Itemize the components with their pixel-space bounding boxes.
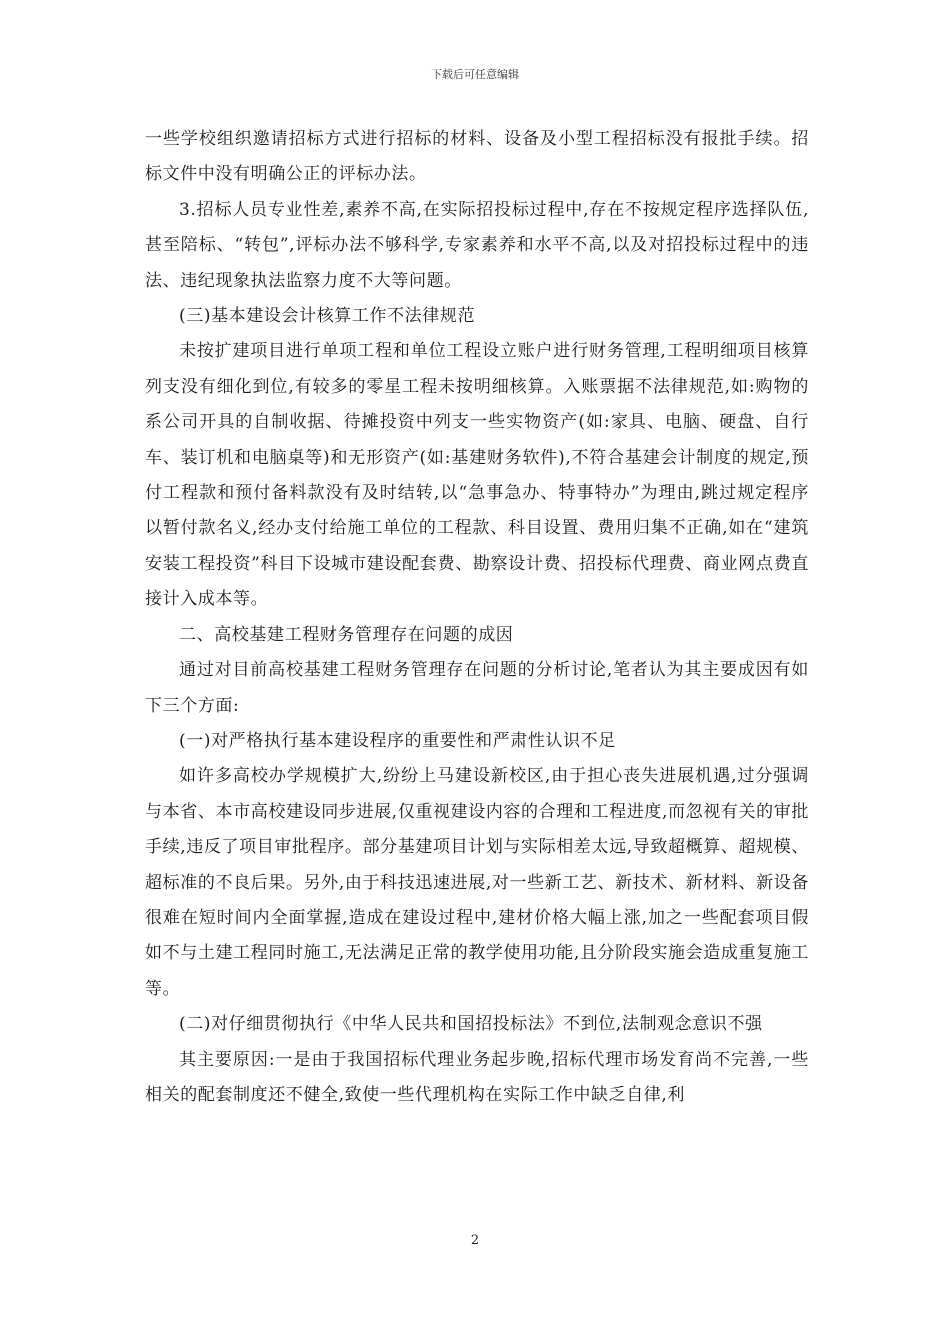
paragraph-6: 通过对目前高校基建工程财务管理存在问题的分析讨论,笔者认为其主要成因有如下三个方面:: [145, 660, 809, 716]
paragraph-2: 3.招标人员专业性差,素养不高,在实际招投标过程中,存在不按规定程序选择队伍,甚至陪标、“转包”,评标办法不够科学,专家素养和水平不高,以及对招投标过程中的违法、违纪现象执法监察力度不大等问题。: [145, 199, 809, 291]
paragraph-4: 未按扩建项目进行单项工程和单位工程设立账户进行财务管理,工程明细项目核算列支没有细化到位,有较多的零星工程未按明细核算。入账票据不法律规范,如:购物的系公司开具的自制收据、待摊投资中列支一些实物资产(如:家具、电脑、硬盘、自行车、装订机和电脑桌等)和无形资产(如:基建财务软件),不符合基建会计制度的规定,预付工程款和预付备料款没有及时结转,以“急事急办、特事特办”为理由,跳过规定程序以暂付款名义,经办支付给施工单位的工程款、科目设置、费用归集不正确,如在“建筑安装工程投资”科目下设城市建设配套费、勘察设计费、招投标代理费、商业网点费直接计入成本等。: [145, 341, 809, 610]
document-body: [145, 122, 809, 1113]
subsection-heading-1: (一)对严格执行基本建设程序的重要性和严肃性认识不足: [179, 730, 616, 751]
page-header: 下载后可任意编辑: [431, 68, 519, 81]
section-heading-3: (三)基本建设会计核算工作不法律规范: [179, 306, 476, 327]
subsection-heading-2: (二)对仔细贯彻执行《中华人民共和国招投标法》不到位,法制观念意识不强: [179, 1014, 763, 1035]
paragraph-10: 其主要原因:一是由于我国招标代理业务起步晚,招标代理市场发育尚不完善,一些相关的配套制度还不健全,致使一些代理机构在实际工作中缺乏自律,利: [145, 1049, 809, 1105]
page-number: 2: [470, 1233, 480, 1248]
paragraph-1: 一些学校组织邀请招标方式进行招标的材料、设备及小型工程招标没有报批手续。招标文件中没有明确公正的评标办法。: [145, 129, 809, 185]
section-heading-2: 二、高校基建工程财务管理存在问题的成因: [179, 624, 514, 645]
paragraph-8: 如许多高校办学规模扩大,纷纷上马建设新校区,由于担心丧失进展机遇,过分强调与本省、本市高校建设同步进展,仅重视建设内容的合理和工程进度,而忽视有关的审批手续,违反了项目审批程序。部分基建项目计划与实际相差太远,导致超概算、超规模、超标准的不良后果。另外,由于科技迅速进展,对一些新工艺、新技术、新材料、新设备很难在短时间内全面掌握,造成在建设过程中,建材价格大幅上涨,加之一些配套项目假如不与土建工程同时施工,无法满足正常的教学使用功能,且分阶段实施会造成重复施工等。: [145, 766, 809, 999]
